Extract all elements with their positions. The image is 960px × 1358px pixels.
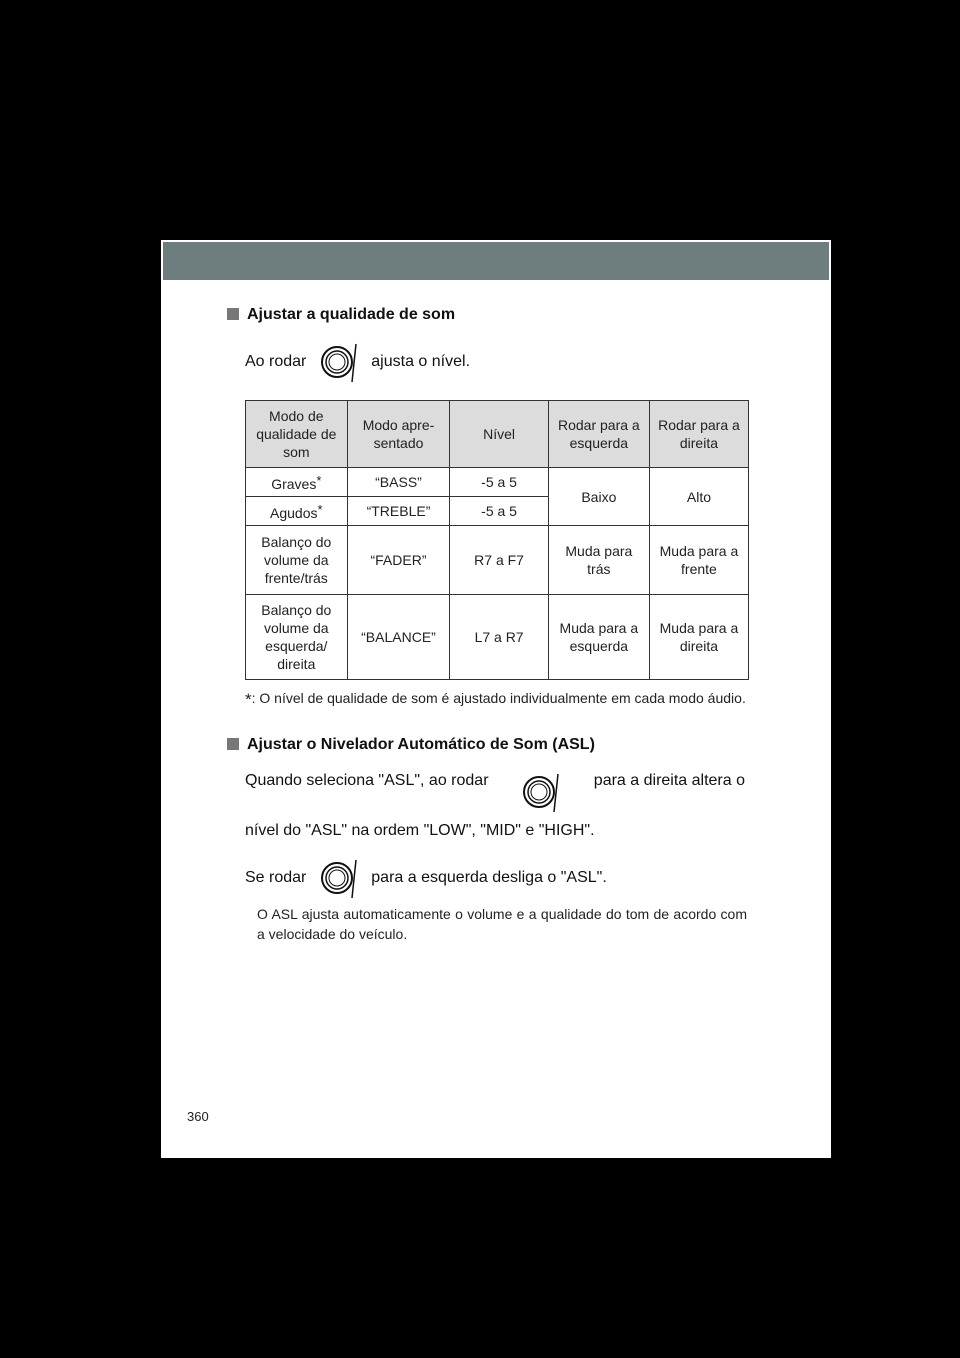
table-cell: Muda para a direita <box>649 595 748 680</box>
manual-page <box>161 240 831 1158</box>
table-cell: “TREBLE” <box>347 497 450 526</box>
table-cell: Muda para a esquerda <box>548 595 649 680</box>
asl-instruction-line-2: nível do "ASL" na ordem "LOW", "MID" e "HIGH". <box>245 822 595 839</box>
table-cell: Alto <box>649 468 748 526</box>
table-cell: Muda para a frente <box>649 526 748 595</box>
table-header-cell: Modo de qualidade de som <box>246 401 348 468</box>
table-header-cell: Nível <box>450 401 548 468</box>
header-bar <box>163 242 829 280</box>
table-cell: “FADER” <box>347 526 450 595</box>
table-row <box>246 526 749 595</box>
section-heading-asl: Ajustar o Nivelador Automático de Som (ASL) <box>227 736 595 754</box>
sound-quality-table <box>245 400 749 680</box>
table-header-cell: Modo apre-sentado <box>347 401 450 468</box>
tune-knob-icon <box>319 342 359 382</box>
square-bullet-icon <box>227 738 239 750</box>
tune-knob-icon <box>521 772 561 812</box>
page-number: 360 <box>187 1109 209 1124</box>
table-cell: Baixo <box>548 468 649 526</box>
table-cell: Graves* <box>246 468 348 497</box>
table-cell: -5 a 5 <box>450 497 548 526</box>
table-cell: “BALANCE” <box>347 595 450 680</box>
tune-knob-icon <box>319 858 359 898</box>
asl-instruction-line-1: Quando seleciona "ASL", ao rodar para a direita altera o <box>245 772 745 812</box>
table-header-cell: Rodar para a esquerda <box>548 401 649 468</box>
table-footnote: *: O nível de qualidade de som é ajustado individualmente em cada modo áudio. <box>245 690 746 709</box>
table-cell: Muda para trás <box>548 526 649 595</box>
table-cell: L7 a R7 <box>450 595 548 680</box>
table-cell: R7 a F7 <box>450 526 548 595</box>
table-cell: -5 a 5 <box>450 468 548 497</box>
knob-instruction-line: Ao rodar ajusta o nível. <box>245 342 470 382</box>
table-header-row <box>246 401 749 468</box>
table-row <box>246 468 749 497</box>
section-heading-sound-quality: Ajustar a qualidade de som <box>227 306 455 324</box>
table-cell: “BASS” <box>347 468 450 497</box>
table-cell: Balanço do volume da esquerda/ direita <box>246 595 348 680</box>
square-bullet-icon <box>227 308 239 320</box>
table-cell: Balanço do volume da frente/trás <box>246 526 348 595</box>
asl-note: O ASL ajusta automaticamente o volume e a qualidade do tom de acordo com a velocidade do veículo. <box>257 906 747 942</box>
table-row <box>246 595 749 680</box>
table-cell: Agudos* <box>246 497 348 526</box>
asl-off-instruction: Se rodar para a esquerda desliga o "ASL". <box>245 858 607 898</box>
table-header-cell: Rodar para a direita <box>649 401 748 468</box>
